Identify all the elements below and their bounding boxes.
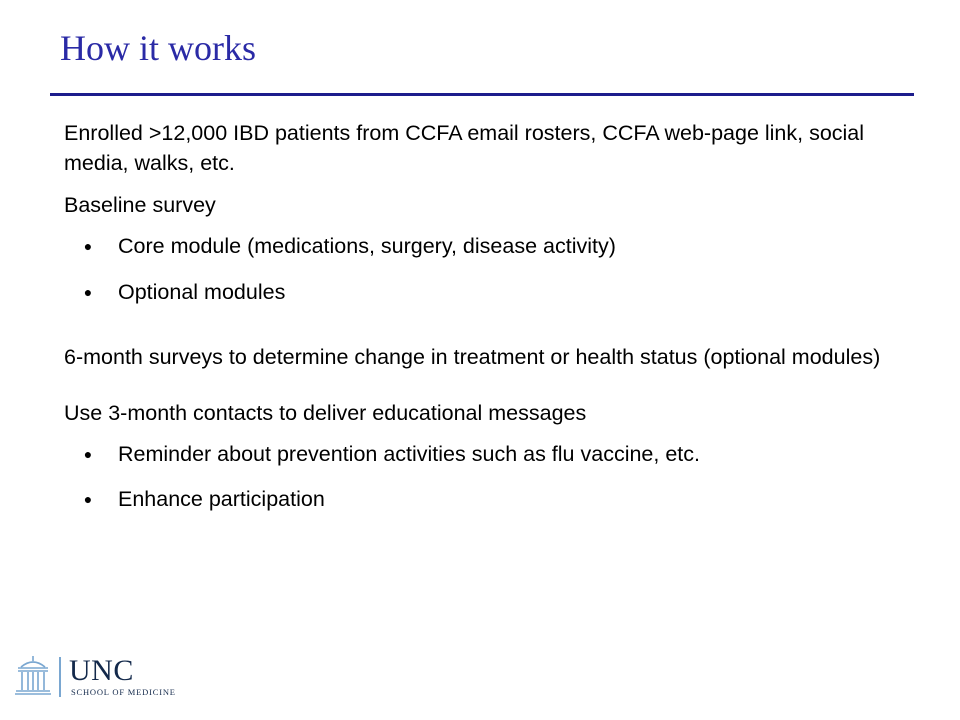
bullet-text: Enhance participation — [118, 487, 325, 511]
unc-logo — [11, 655, 181, 700]
bullet-dot-icon: ● — [83, 446, 93, 462]
logo-subtitle: SCHOOL OF MEDICINE — [71, 687, 176, 697]
baseline-survey-bullets — [64, 231, 904, 307]
bullet-text: Optional modules — [118, 280, 286, 304]
three-month-contacts-bullets — [64, 439, 904, 514]
slide-title: How it works — [60, 28, 256, 68]
bullet-text: Reminder about prevention activities such as flu vaccine, etc. — [118, 442, 700, 466]
list-item — [64, 484, 904, 514]
slide-content — [64, 118, 904, 514]
bullet-text: Core module (medications, surgery, disease activity) — [118, 234, 616, 258]
logo-wordmark: UNC — [69, 654, 134, 687]
title-underline — [50, 93, 914, 96]
paragraph-six-month-surveys: 6-month surveys to determine change in treatment or health status (optional modules) — [64, 345, 881, 369]
list-item — [64, 231, 904, 261]
bullet-dot-icon: ● — [83, 491, 93, 507]
old-well-icon — [13, 655, 53, 699]
paragraph-enrollment: Enrolled >12,000 IBD patients from CCFA email rosters, CCFA web-page link, social media, walks, etc. — [64, 121, 865, 175]
bullet-dot-icon: ● — [83, 238, 93, 254]
paragraph-baseline-survey: Baseline survey — [64, 193, 216, 217]
list-item — [64, 439, 904, 469]
bullet-dot-icon: ● — [83, 284, 93, 300]
logo-divider — [59, 657, 61, 697]
paragraph-three-month-contacts: Use 3-month contacts to deliver educational messages — [64, 401, 587, 425]
list-item — [64, 277, 904, 307]
